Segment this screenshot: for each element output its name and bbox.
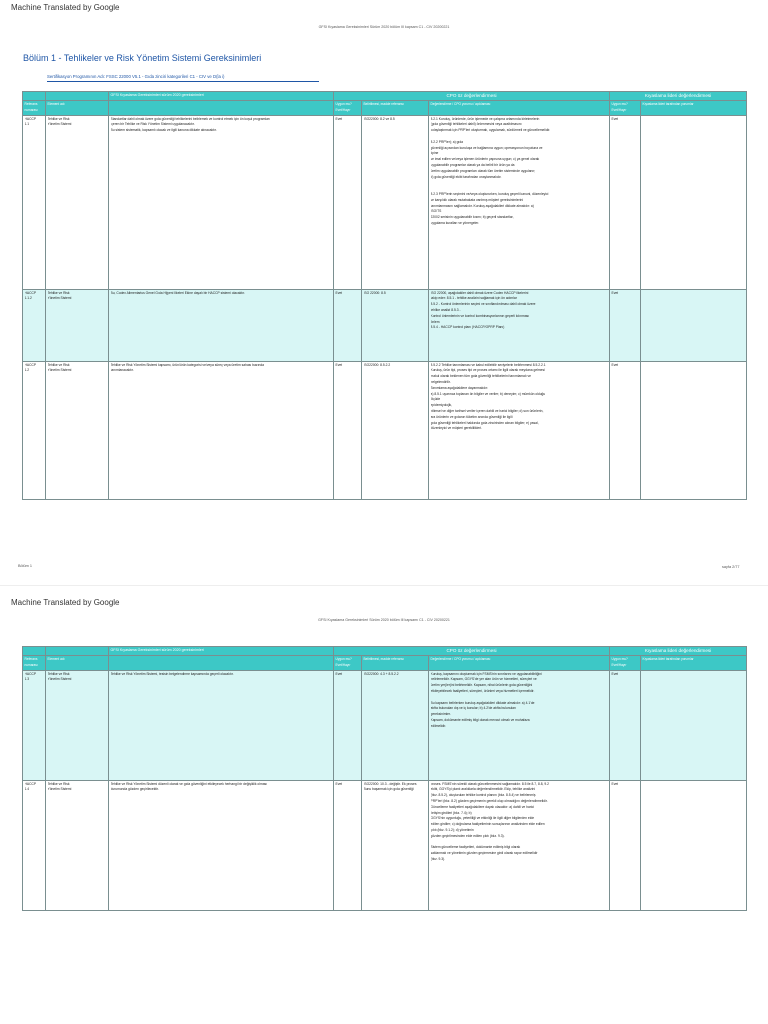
comment-line: ara ürünlerin ve gıdanın tüketim anında güvenliği ile ilgili xyxy=(430,414,513,419)
clause-line: ISO22000: 10.3 - değiştir. Ek proses xyxy=(363,781,417,786)
col-header-bl-comment: Kıyaslama lideri tarafından yorumlar xyxy=(641,656,747,671)
element-cell xyxy=(46,670,109,780)
comment-line: belirlemelidir. Kapsam, GGYS'de yer alan ürün ve hizmetleri, süreçleri ve xyxy=(430,677,537,682)
bl-match-cell: Evet xyxy=(610,780,641,910)
bl-match-cell: Evet xyxy=(610,289,641,361)
comment-line: epidemiyolojik, xyxy=(430,403,453,408)
col-header-cpo-ref: Belirtilmesi, madde referansı xyxy=(362,656,429,671)
ref-cell xyxy=(23,780,46,910)
comment-line: makul olarak beklenen tüm gıda güvenliği tehlikelerini tanımlamalı ve xyxy=(430,374,531,379)
requirement-line: Tehlike ve Risk Yönetim Sistemi düzenli olarak ve gıda güvenliğini etkileyecek herhangi bir değişiklik olması xyxy=(110,781,268,786)
table-row xyxy=(23,361,747,499)
comment-line: saklanmalı ve yönetimin gözden geçirmesine girdi olarak rapor edilmelidir xyxy=(430,851,538,856)
comment-line: edilmelidir. xyxy=(430,723,447,728)
comment-line: a) 8.5.1 uyarınca toplanan ön bilgiler ve veriler; b) deneyim; c) mümkün olduğu xyxy=(430,391,546,396)
bl-comment-cell xyxy=(641,361,747,499)
table-row xyxy=(23,289,747,361)
col-header-ref: Referans numarası xyxy=(23,101,46,116)
col-header-bl-comment: Kıyaslama lideri tarafından yorumlar xyxy=(641,101,747,116)
ref-cell xyxy=(23,289,46,361)
section-title: Bölüm 1 - Tehlikeler ve Risk Yönetim Sistemi Gereksinimleri xyxy=(23,53,262,63)
ref-cell xyxy=(23,361,46,499)
comment-line: GGYS'nin uygunluğu, yeterliliği ve etkinliği ile ilgili diğer bilgilerden elde xyxy=(430,816,535,821)
cpo-comment-cell xyxy=(429,289,610,361)
requirement-line: durumunda gözden geçirilecektir. xyxy=(110,787,159,792)
requirement-cell xyxy=(109,670,334,780)
requirement-cell xyxy=(109,289,334,361)
page-divider xyxy=(0,585,768,586)
cpo-group-header: CPO öz değerlendirmesi xyxy=(334,647,610,656)
comment-line: düzenleyici ve müşteri gereklilikleri. xyxy=(430,426,482,431)
col-header-cpo-match: Uygun mu? Evet/Hayır xyxy=(334,656,362,671)
col-header-cpo-comment: Değerlendirme / CPO yorumu / açıklaması xyxy=(429,101,610,116)
comment-line: tehlike analizi 8.5.3 - xyxy=(430,307,461,312)
clause-line: ISO 22000: 8.5 xyxy=(363,290,386,295)
bl-match-cell: Evet xyxy=(610,361,641,499)
footer-page-number: sayfa 2/77 xyxy=(722,565,740,569)
comment-line: ISO/TS xyxy=(430,209,442,214)
comment-line: gıda güvenliği tehlikeleri hakkında gıda zincirinden alınan bilgiler; e) yasal, xyxy=(430,420,539,425)
cpo-clause-cell xyxy=(362,289,429,361)
comment-line: (bkz. 9.3). xyxy=(430,856,446,861)
comment-line: 8.5.2.2 Tehlike tanımlaması ve kabul edilebilir seviyelerin belirlenmesi 8.5.2.2.1 xyxy=(430,362,546,367)
comment-line: 8.2.1 Kuruluş, ürünlerde, ürün işlemede ve çalışma ortamında kirletmelerin xyxy=(430,116,540,121)
comment-line: etkileyebilecek faaliyetleri, süreçleri, ürünleri veya hizmetleri içermelidir. xyxy=(430,688,535,693)
comment-line: ölçüde xyxy=(430,397,441,402)
ref-line: 1.4 xyxy=(24,787,30,792)
cpo-clause-cell xyxy=(362,115,429,289)
comment-line: atıfta bulunulan dış ve iç konular; b) 4.2'de atıfta bulunulan xyxy=(430,706,516,711)
requirement-line: Bu sistem sistematik, kapsamlı olacak ve ilgili kanuna dikkate alınacaktır. xyxy=(110,128,217,133)
col-header-bl-match: Uygun mu? Evet/Hayır xyxy=(610,101,641,116)
gfsi-group-header: GFSI Kıyaslama Gereksinimleri sürüm 2020 gereksinimleri xyxy=(109,92,334,101)
cpo-comment-cell xyxy=(429,115,610,289)
table-row xyxy=(23,780,747,910)
comment-line: Tanımlama aşağıdakilere dayanmalıdır: xyxy=(430,385,489,390)
comment-line: üretim yer(ler)ini belirtmelidir. Kapsam, nihai ürünlerin gıda güvenliğini xyxy=(430,683,533,688)
comment-line: 8.5.4 - HACCP kontrol planı (HACCP/OPRP Planı) xyxy=(430,325,505,330)
benchmark-group-header: Kıyaslama lideri değerlendirmesi xyxy=(610,92,747,101)
element-line: Yönetim Sistemi xyxy=(47,122,72,127)
comment-line: gereksinimler. xyxy=(430,712,451,717)
requirements-table-page1 xyxy=(22,91,747,500)
gfsi-group-header: GFSI Kıyaslama Gereksinimleri sürüm 2020 gereksinimleri xyxy=(109,647,334,656)
element-line: Tehlike ve Risk xyxy=(47,671,70,676)
requirement-cell xyxy=(109,780,334,910)
bl-match-cell: Evet xyxy=(610,115,641,289)
comment-line: belgelendirilir. xyxy=(430,379,451,384)
element-line: Yönetim Sistemi xyxy=(47,368,72,373)
requirement-line: Tehlike ve Risk Yönetim Sistemi, tesisin belgelendirme kapsamında geçerli olacaktır. xyxy=(110,671,234,676)
element-line: Tehlike ve Risk xyxy=(47,116,70,121)
comment-line: takip eder: 8.5.1 - tehlike analizini sağlamak için ön adımlar xyxy=(430,296,517,301)
element-cell xyxy=(46,115,109,289)
bl-comment-cell xyxy=(641,780,747,910)
col-header-cpo-ref: Belirtilmesi, madde referansı xyxy=(362,101,429,116)
element-cell xyxy=(46,361,109,499)
comment-line: tipine xyxy=(430,151,439,156)
ref-line: 1.2 xyxy=(24,368,30,373)
ref-line: HACCP xyxy=(24,671,37,676)
comment-line: gözden geçirilmesinden elde edilen çıktı (bkz. 9.3). xyxy=(430,833,505,838)
element-line: Yönetim Sistemi xyxy=(47,677,72,682)
bl-comment-cell xyxy=(641,670,747,780)
requirement-line: Bu, Codex Alimentarius Genel Gıda Hijyeni İlkeleri Ekine dayalı bir HACCP sistemi olacaktır. xyxy=(110,290,245,295)
requirement-cell xyxy=(109,361,334,499)
col-header-cpo-comment: Değerlendirme / CPO yorumu / açıklaması xyxy=(429,656,610,671)
requirements-table-page2 xyxy=(22,646,747,911)
cpo-match-cell: Evet xyxy=(334,115,362,289)
element-cell xyxy=(46,780,109,910)
table-row xyxy=(23,115,747,289)
cpo-match-cell: Evet xyxy=(334,289,362,361)
ref-line: 1.3 xyxy=(24,677,30,682)
cpo-match-cell: Evet xyxy=(334,670,362,780)
footer-section-label: Bölüm 1 xyxy=(18,564,32,568)
requirement-line: Tehlike ve Risk Yönetim Sistemi kapsamı, ürün/ürün kategorisi ve/veya süreç veya üretim sahası bazında xyxy=(110,362,264,367)
comment-line: uygulanabilir programlar olarak ya da belirli bir ürün ya da xyxy=(430,162,515,167)
comment-line: proses. FSMS'nin sürekli olarak güncellenmesini sağlamalıdır. 8.5 ile 8.7, 8.8, 9.2 xyxy=(430,781,549,786)
col-header-cpo-match: Uygun mu? Evet/Hayır xyxy=(334,101,362,116)
comment-line: Kuruluş, ürün tipi, proses tipi ve proses ortamı ile ilgili olarak meydana gelmesi xyxy=(430,368,545,373)
benchmark-group-header: Kıyaslama lideri değerlendirmesi xyxy=(610,647,747,656)
cpo-group-header: CPO öz değerlendirmesi xyxy=(334,92,610,101)
comment-line: üretim uygulanabilir programları olarak tüm üretim sisteminde uygulanır; xyxy=(430,168,536,173)
cpo-comment-cell xyxy=(429,361,610,499)
bl-comment-cell xyxy=(641,289,747,361)
comment-line: ISO 22000, aşağıdakiler dahil olmak üzere Codex HACCP ilkelerini xyxy=(430,290,529,295)
comment-line: iletişim girdileri (bkz. 7.4); b) xyxy=(430,810,472,815)
element-line: Yönetim Sistemi xyxy=(47,296,72,301)
requirement-line: Standartlar dahil olmak üzere gıda güvenliği tehlikelerini belirlemek ve kontrol etmek için ön koşul programları xyxy=(110,116,270,121)
element-cell xyxy=(46,289,109,361)
table-row xyxy=(23,670,747,780)
ref-line: HACCP xyxy=(24,362,37,367)
element-line: Tehlike ve Risk xyxy=(47,290,70,295)
comment-line: Bu kapsamı belirlerken kuruluş aşağıdakileri dikkate almalıdır: a) 4.1'de xyxy=(430,700,535,705)
cpo-clause-cell xyxy=(362,670,429,780)
cpo-comment-cell xyxy=(429,780,610,910)
col-header-ref: Referans numarası xyxy=(23,656,46,671)
col-header-element: Element adı xyxy=(46,101,109,116)
ref-line: HACCP xyxy=(24,781,37,786)
comment-line: ekibi, GGYS'yi planlı aralıklarla değerlendirmelidir. Ekip, tehlike analizini xyxy=(430,787,536,792)
comment-line: çıktı (bkz. 9.1.2); d) yönetimin xyxy=(430,827,474,832)
comment-line: uygulama kuralları ve yönergeler. xyxy=(430,220,480,225)
comment-line: ve imal edilen ve/veya işlenen ürünlerin yapısına uygun; c) ya genel olarak xyxy=(430,157,540,162)
comment-line: 8.2.3 PRP'lerin seçimini ve/veya oluştururken, kuruluş geçerli kanuni, düzenleyici xyxy=(430,191,549,196)
comment-line: önlem xyxy=(430,319,440,324)
cpo-match-cell: Evet xyxy=(334,780,362,910)
bl-match-cell: Evet xyxy=(610,670,641,780)
clause-line: Bunu başarmak için gıda güvenliği xyxy=(363,787,414,792)
requirement-line: içeren bir Tehlike ve Risk Yönetim Sistemi uygulanacaktır. xyxy=(110,122,195,127)
element-line: Tehlike ve Risk xyxy=(47,362,70,367)
col-header-element: Element adı xyxy=(46,656,109,671)
certification-subline: Sertifikasyon Programının Adı: FSSC 22000 V5.1 - Gıda zinciri kategorileri C1 - CIV ve D(la i) xyxy=(47,74,319,82)
element-line: Tehlike ve Risk xyxy=(47,781,70,786)
ref-line: HACCP xyxy=(24,116,37,121)
comment-line: güvenliği açısından kuruluşa ve bağlamına uygun; operasyonun boyutuna ve xyxy=(430,145,543,150)
document-header: GFSI Kıyaslama Gereksinimleri Sürüm 2020 bölüm III kapsam C1 - CIV 20200221 xyxy=(318,25,450,29)
element-line: Yönetim Sistemi xyxy=(47,787,72,792)
comment-line: Kuruluş, kapsamını oluşturmak için FSMS'nin sınırlarını ve uygulanabilirliğini xyxy=(430,671,542,676)
clause-line: ISO22000: 8.5.2.2 xyxy=(363,362,391,367)
clause-line: ISO22000: 8.2 ve 8.5 xyxy=(363,116,395,121)
ref-line: HACCP xyxy=(24,290,37,295)
comment-line: d) gıda güvenliği ekibi tarafından onaylanmalıdır. xyxy=(430,174,502,179)
comment-line: tanımlanmasını sağlamalıdır. Kuruluş aşağıdakileri dikkate almalıdır: a) xyxy=(430,203,534,208)
comment-line: Sistem güncelleme faaliyetleri, dokümante edilmiş bilgi olarak xyxy=(430,845,521,850)
ref-line: 1.1 xyxy=(24,122,30,127)
comment-line: 8.2.2 PRP'ler); a) gıda xyxy=(430,139,464,144)
comment-line: Kontrol önlemlerinin ve kontrol kombinasyonlarının geçerli kılınması xyxy=(430,313,530,318)
clause-line: ISO22000: 4.3 + 8.5.2.2 xyxy=(363,671,399,676)
machine-translated-label-page2: Machine Translated by Google xyxy=(11,598,120,607)
cpo-clause-cell xyxy=(362,780,429,910)
comment-line: edilen girdiler; c) doğrulama faaliyetlerinin sonuçlarının analizinden elde edilen xyxy=(430,822,545,827)
machine-translated-label: Machine Translated by Google xyxy=(11,3,120,12)
comment-line: (bkz. 8.5.2), oluşturulan tehlike kontrol planını (bkz. 8.5.4) ve belirlenmiş xyxy=(430,793,536,798)
ref-cell xyxy=(23,115,46,289)
comment-line: Kapsam, dokümante edilmiş bilgi olarak mevcut olmalı ve muhafaza xyxy=(430,717,530,722)
comment-line: 22002 serisinin uygulanabilir kısmı; b) geçerli standartlar, xyxy=(430,215,514,220)
requirement-line: tanımlanacaktır. xyxy=(110,368,134,373)
cpo-comment-cell xyxy=(429,670,610,780)
requirement-cell xyxy=(109,115,334,289)
document-header-page2: GFSI Kıyaslama Gereksinimleri Sürüm 2020 bölüm III kapsamı C1 - CIV 20200221 xyxy=(318,618,450,622)
comment-line: ve karşılıklı olarak mutabakata varılmış müşteri gereksinimlerini xyxy=(430,197,524,202)
comment-line: 8.5.2 - Kontrol önlemlerinin seçimi ve sınıflandırılması dahil olmak üzere xyxy=(430,302,536,307)
comment-line: Güncelleme faaliyetleri aşağıdakilere dayalı olacaktır: a) dahili ve harici xyxy=(430,804,535,809)
comment-line: (gıda güvenliği tehlikeleri dahil) önlenmesini veya azaltılmasını xyxy=(430,122,522,127)
col-header-requirement xyxy=(109,656,334,671)
col-header-requirement xyxy=(109,101,334,116)
comment-line: PRP'leri (bkz. 8.2) gözden geçirmenin gerekli olup olmadığını değerlendirmelidir. xyxy=(430,798,548,803)
col-header-bl-match: Uygun mu? Evet/Hayır xyxy=(610,656,641,671)
ref-line: 1.1.2 xyxy=(24,296,32,301)
comment-line: kolaylaştırmak için PRP'leri oluşturmalı, uygulamalı, sürdürmeli ve güncellemelidir. xyxy=(430,128,551,133)
ref-cell xyxy=(23,670,46,780)
bl-comment-cell xyxy=(641,115,747,289)
cpo-match-cell: Evet xyxy=(334,361,362,499)
cpo-clause-cell xyxy=(362,361,429,499)
comment-line: bilimsel ve diğer tarihsel veriler içeren dahili ve harici bilgiler; d) son ürünlerin, xyxy=(430,408,544,413)
